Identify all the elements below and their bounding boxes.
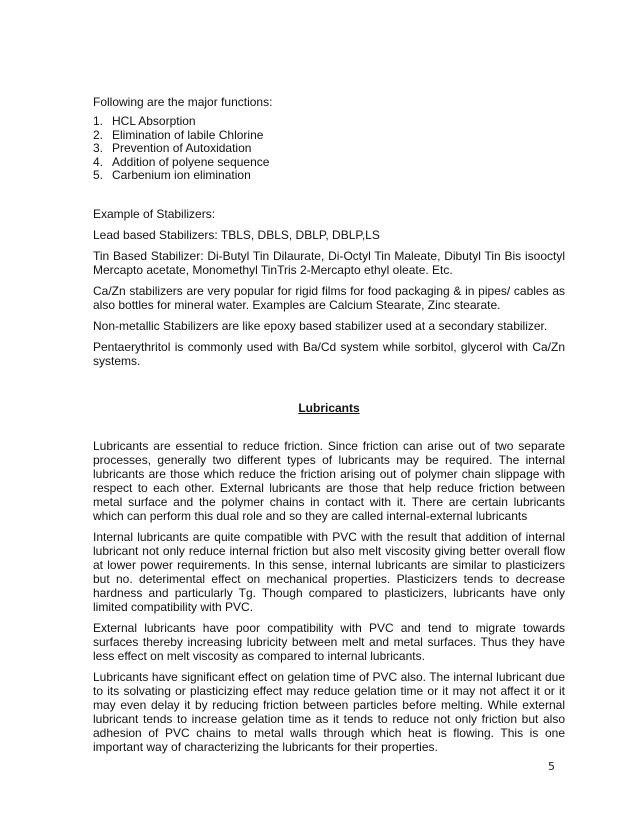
- list-item: 3. Prevention of Autoxidation: [93, 141, 252, 155]
- stabilizers-example-heading: Example of Stabilizers:: [93, 206, 216, 221]
- functions-intro: Following are the major functions:: [93, 95, 273, 109]
- nonmetallic-stabilizers-paragraph: Non-metallic Stabilizers are like epoxy based stabilizer used at a secondary stabilizer.: [93, 318, 548, 333]
- page-number: 5: [548, 760, 555, 773]
- list-item: 4. Addition of polyene sequence: [93, 154, 270, 169]
- lead-stabilizers-paragraph: Lead based Stabilizers: TBLS, DBLS, DBLP, DBLP,LS: [93, 227, 380, 242]
- list-item: 2. Elimination of labile Chlorine: [93, 127, 264, 142]
- lubricants-paragraph: External lubricants have poor compatibility with PVC and tend to migrate towards surfaces thereby increasing lubricity between melt and metal surfaces. Thus they have less effect on melt viscosity as compared to internal lubricants.: [93, 620, 565, 663]
- spacer: [93, 375, 565, 401]
- cazn-stabilizers-paragraph: Ca/Zn stabilizers are very popular for rigid films for food packaging & in pipes/ cables as also bottles for mineral water. Examples are Calcium Stearate, Zinc stearate.: [93, 283, 565, 312]
- lubricants-paragraph: Lubricants have significant effect on gelation time of PVC also. The internal lubricant due to its solvating or plasticizing effect may reduce gelation time or it may not affect it or it may even delay it by reducing friction between particles before melting. While external lubricant tends to increase gelation time as it tends to reduce not only friction but also adhesion of PVC chains to metal walls through which heat is flowing. This is one important way of characterizing the lubricants for their properties.: [93, 669, 565, 754]
- pentaerythritol-paragraph: Pentaerythritol is commonly used with Ba/Cd system while sorbitol, glycerol with Ca/Zn systems.: [93, 339, 565, 368]
- functions-list: [93, 115, 565, 183]
- tin-stabilizers-paragraph: Tin Based Stabilizer: Di-Butyl Tin Dilaurate, Di-Octyl Tin Maleate, Dibutyl Tin Bis isooctyl Mercapto acetate, Monomethyl TinTris 2-Mercapto ethyl oleate. Etc.: [93, 248, 565, 277]
- page-content: [93, 95, 565, 761]
- lubricants-paragraph: Lubricants are essential to reduce friction. Since friction can arise out of two separate processes, generally two different types of lubricants may be required. The internal lubricants are those which reduce the friction arising out of polymer chain slippage with respect to each other. External lubricants are those that help reduce friction between metal surface and the polymer chains in contact with it. There are certain lubricants which can perform this dual role and so they are called internal-external lubricants: [93, 438, 565, 523]
- spacer: [93, 183, 565, 207]
- list-item: 5. Carbenium ion elimination: [93, 168, 251, 182]
- lubricants-heading: Lubricants: [298, 400, 360, 415]
- lubricants-paragraph: Internal lubricants are quite compatible with PVC with the result that addition of internal lubricant not only reduce internal friction but also melt viscosity giving better overall flow at lower power requirements. In this sense, internal lubricants are similar to plasticizers but no. deterimental effect on mechanical properties. Plasticizers tends to decrease hardness and particularly Tg. Though compared to plasticizers, lubricants have only limited compatibility with PVC.: [93, 529, 565, 614]
- list-item: 1. HCL Absorption: [93, 114, 196, 128]
